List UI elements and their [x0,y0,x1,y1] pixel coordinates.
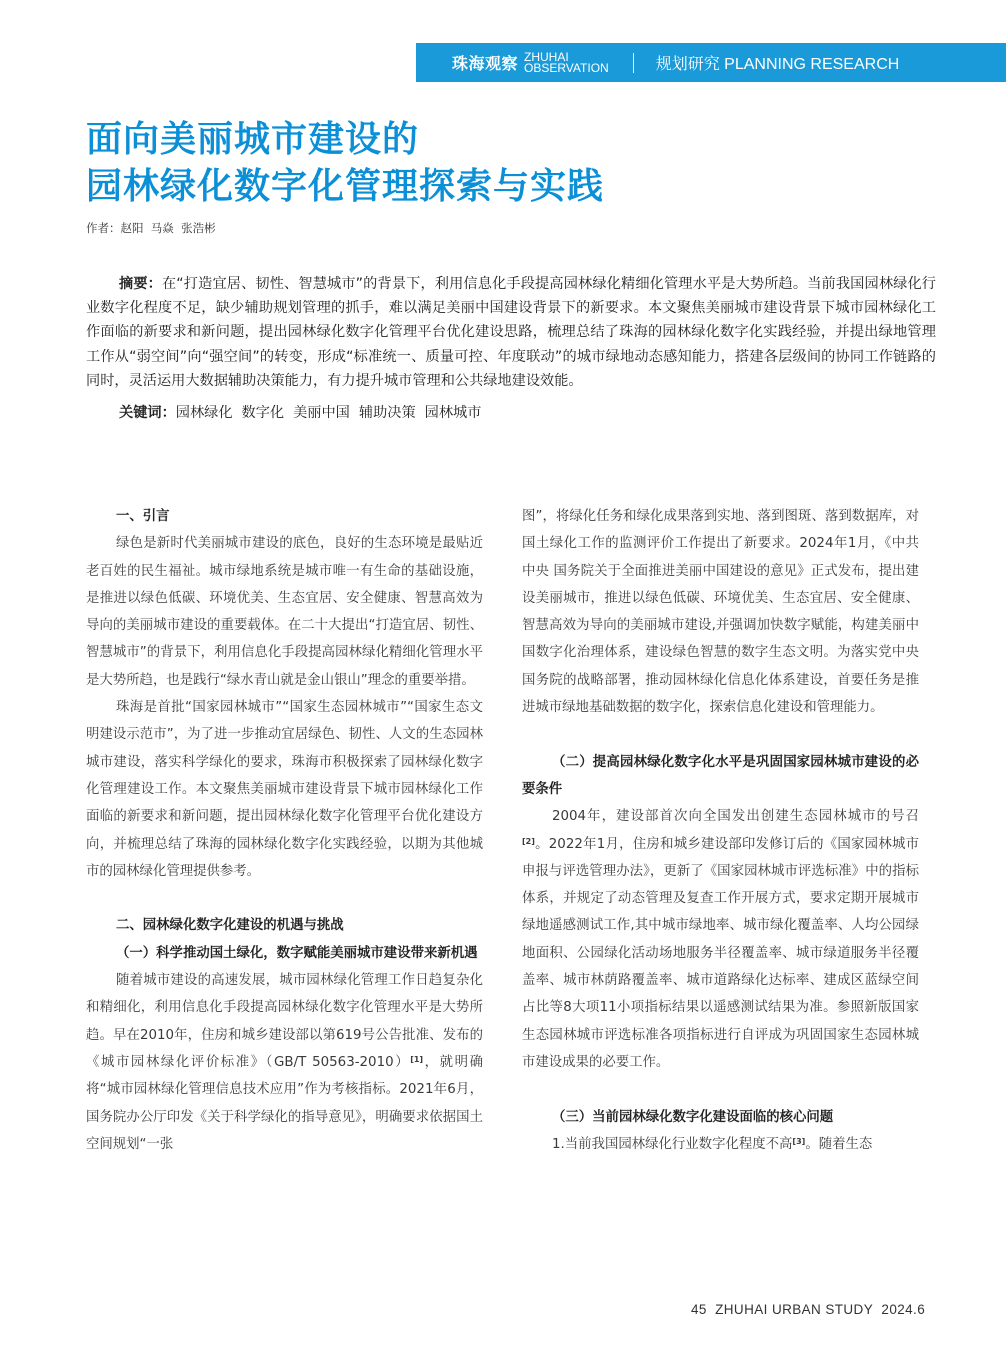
reference-marker[interactable]: [2] [522,836,535,846]
paragraph-text: 。随着生态 [805,1136,873,1152]
continued-paragraph: 图”，将绿化任务和绿化成果落到实地、落到图斑、落到数据库，对国土绿化工作的监测评价工作提出了新要求。2024年1月，《中共中央 国务院关于全面推进美丽中国建设的意见》正式发布，提出建设美丽城市，推进以绿色低碳、环境优美、生态宜居、安全健康、智慧高效为导向的美丽城市建设,并强调加快数字赋能，构建美丽中国数字化治理体系，建设绿色智慧的数字生态文明。为落实党中央国务院的战略部署，推动园林绿化信息化体系建设，首要任务是推进城市绿地基础数据的数字化，探索信息化建设和管理能力。 [522,509,919,716]
paragraph-text: 。2022年1月，住房和城乡建设部印发修订后的《国家园林城市申报与评选管理办法》，更新了《国家园林城市评选标准》中的指标体系，并规定了动态管理及复查工作开展方式，要求定期开展城市绿地遥感测试工作,其中城市绿地率、城市绿化覆盖率、人均公园绿地面积、公园绿化活动场地服务半径覆盖率、城市绿道服务半径覆盖率、城市林荫路覆盖率、城市道路绿化达标率、建成区蓝绿空间占比等8大项11小项指标结果以遥感测试结果为准。参照新版国家生态园林城市评选标准各项指标进行自评成为巩固国家生态园林城市建设成果的必要工作。 [522,836,919,1070]
subsection-1-paragraph-1 [86,967,483,1158]
paragraph-text: 1.当前我国园林绿化行业数字化程度不高 [552,1136,793,1152]
article-authors [86,220,216,236]
section-1-heading: 一、引言 [116,509,170,524]
page-footer [691,1302,925,1317]
paragraph-text: 随着城市建设的高速发展，城市园林绿化管理工作日趋复杂化和精细化，利用信息化手段提高园林绿化数字化管理水平是大势所趋。早在2010年，住房和城乡建设部以第619号公告批准、发布的《城市园林绿化评价标准》（GB/T 50563-2010） [86,973,483,1070]
journal-name: ZHUHAI URBAN STUDY [715,1302,874,1317]
subsection-2-heading: （二）提高园林绿化数字化水平是巩固国家园林城市建设的必要条件 [522,754,919,797]
column-name-en-line2: OBSERVATION [524,60,609,75]
abstract-text: 在“打造宜居、韧性、智慧城市”的背景下，利用信息化手段提高园林绿化精细化管理水平是大势所趋。当前我国园林绿化行业数字化程度不足，缺少辅助规划管理的抓手，难以满足美丽中国建设背景下的新要求。本文聚焦美丽城市建设背景下城市园林绿化工作面临的新要求和新问题，提出园林绿化数字化管理平台优化建设思路，梳理总结了珠海的园林绿化数字化实践经验，并提出绿地管理工作从“弱空间”向“强空间”的转变，形成“标准统一、质量可控、年度联动”的城市绿地动态感知能力，搭建各层级间的协同工作链路的同时，灵活运用大数据辅助决策能力，有力提升城市管理和公共绿地建设效能。 [86,276,936,389]
section-1-paragraph-2: 珠海是首批“国家园林城市”“国家生态园林城市”“国家生态文明建设示范市”，为了进一步推动宜居绿色、韧性、人文的生态园林城市建设，落实科学绿化的要求，珠海市积极探索了园林绿化数字化管理建设工作。本文聚焦美丽城市建设背景下城市园林绿化工作面临的新要求和新问题，提出园林绿化数字化管理平台优化建设方向，并梳理总结了珠海的园林绿化数字化实践经验，以期为其他城市的园林绿化管理提供参考。 [86,700,483,879]
section-2-heading: 二、园林绿化数字化建设的机遇与挑战 [116,918,344,934]
article-title-line1: 面向美丽城市建设的 [86,119,420,160]
subsection-3-paragraph-1 [522,1131,919,1158]
column-header-band [416,43,1006,82]
header-divider [633,53,634,73]
subsection-2-paragraph-1 [522,803,919,1076]
left-column [86,503,483,1158]
spacer [86,885,483,912]
column-name-cn: 珠海观察 [452,54,519,73]
section-1-paragraph-1: 绿色是新时代美丽城市建设的底色，良好的生态环境是最贴近老百姓的民生福祉。城市绿地系统是城市唯一有生命的基础设施，是推进以绿色低碳、环境优美、生态宜居、安全健康、智慧高效为导向的美丽城市建设的重要载体。在二十大提出“打造宜居、韧性、智慧城市”的背景下，利用信息化手段提高园林绿化精细化管理水平是大势所趋，也是践行“绿水青山就是金山银山”理念的重要举措。 [86,536,483,688]
subsection-1-heading: （一）科学推动国土绿化，数字赋能美丽城市建设带来新机遇 [116,945,478,961]
authors-label: 作者： [86,221,121,235]
page-number: 45 [691,1302,707,1317]
keywords-list: 园林绿化 数字化 美丽中国 辅助决策 园林城市 [175,405,482,421]
reference-marker[interactable]: [3] [792,1136,806,1146]
column-name-en [524,49,609,75]
keywords-label: 关键词： [119,405,176,421]
section-label: 规划研究 PLANNING RESEARCH [655,56,900,73]
paragraph-text: 2004年，建设部首次向全国发出创建生态园林城市的号召 [552,809,919,825]
abstract [86,272,936,393]
keywords [119,402,481,422]
spacer [522,721,919,748]
reference-marker[interactable]: [1] [410,1054,424,1064]
article-title [86,116,604,210]
column-name-en-line1: ZHUHAI [524,49,569,64]
authors-names: 赵阳 马焱 张浩彬 [120,221,216,235]
article-title-line2: 园林绿化数字化管理探索与实践 [86,166,605,207]
right-column [522,503,919,1158]
abstract-label: 摘要： [119,276,162,292]
paragraph-text: ，就明确将“城市园林绿化管理信息技术应用”作为考核指标。2021年6月，国务院办公厅印发《关于科学绿化的指导意见》，明确要求依据国土空间规划“一张 [86,1054,483,1152]
spacer [522,1076,919,1103]
subsection-3-heading: （三）当前园林绿化数字化建设面临的核心问题 [552,1109,834,1125]
issue-number: 2024.6 [881,1302,926,1317]
